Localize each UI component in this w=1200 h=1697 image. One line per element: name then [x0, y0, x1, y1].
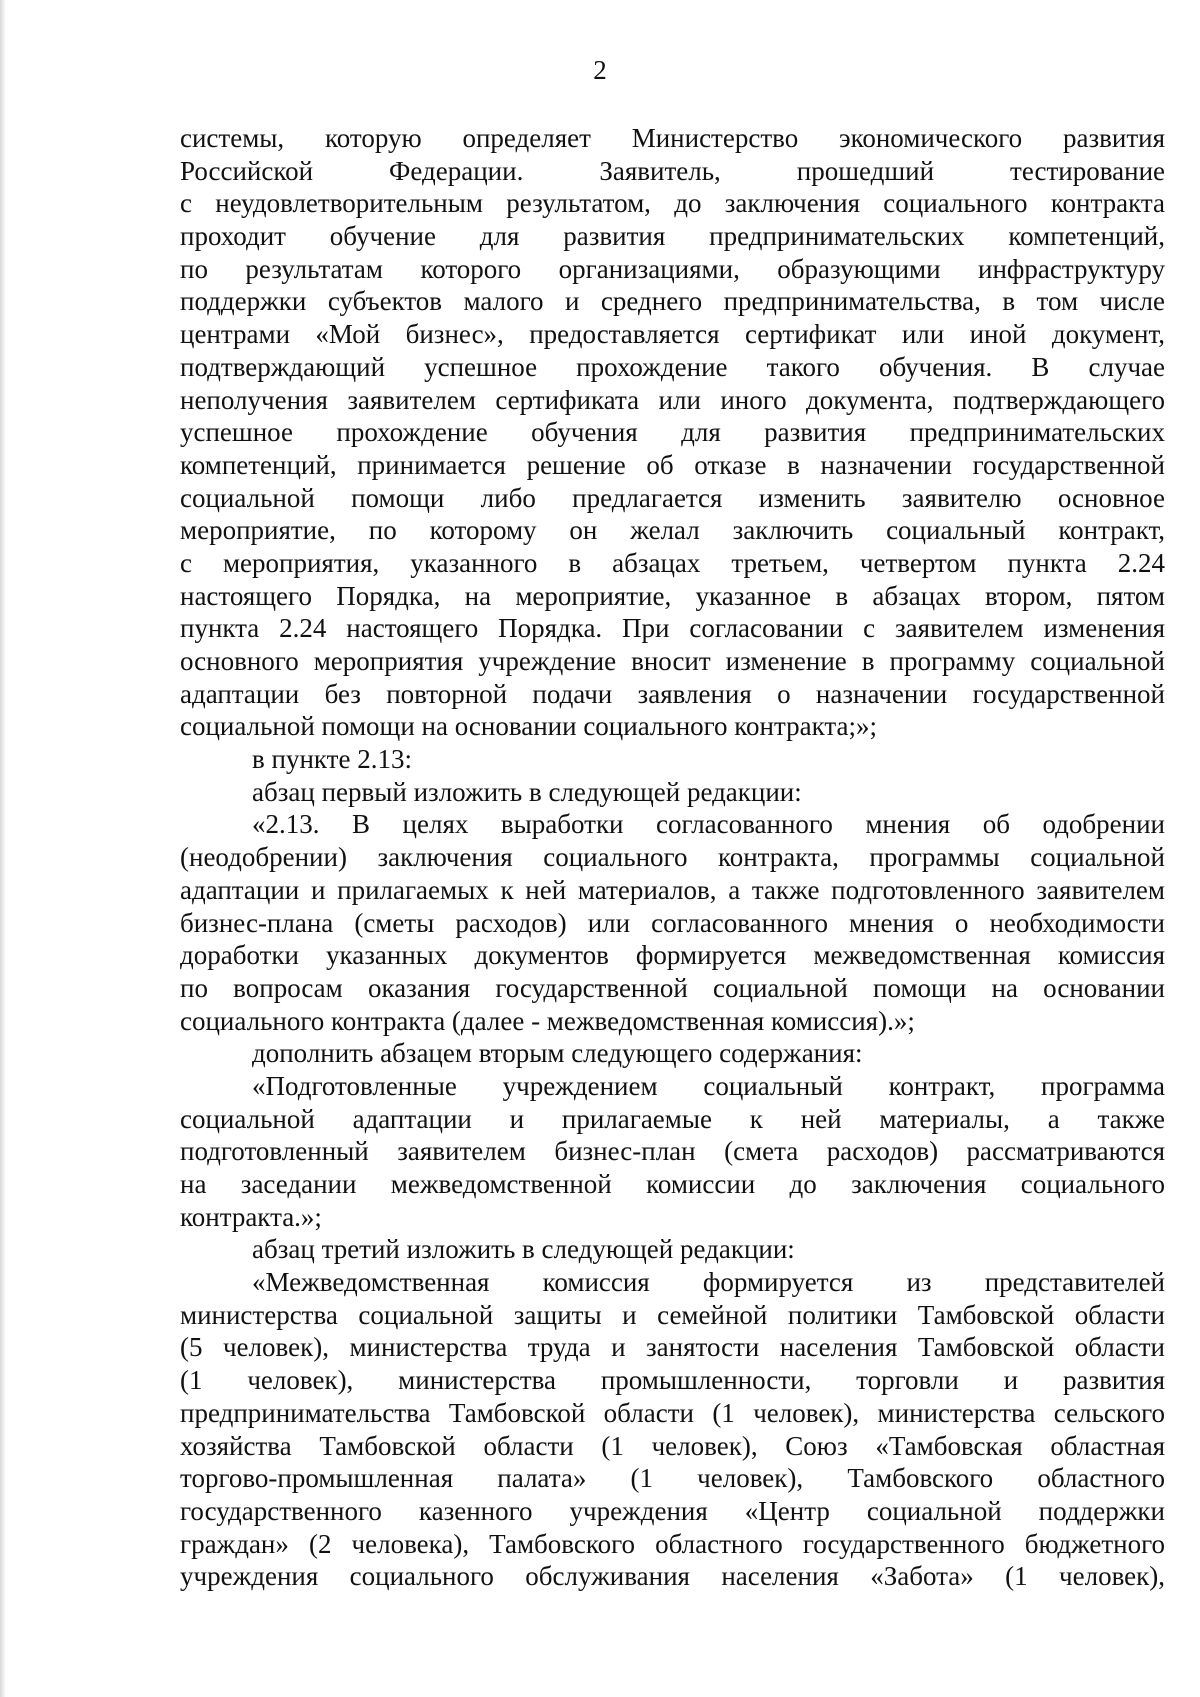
text-line: доработки указанных документов формируется межведомственная комиссия — [180, 940, 1165, 971]
text-line: контракта.»; — [180, 1201, 322, 1232]
text-line: (неодобрении) заключения социального контракта, программы социальной — [180, 842, 1165, 873]
document-body — [180, 122, 1165, 1593]
text-line: учреждения социального обслуживания населения «Забота» (1 человек), — [180, 1561, 1165, 1592]
page-number: 2 — [593, 55, 607, 85]
text-line: торгово-промышленная палата» (1 человек), Тамбовского областного — [180, 1463, 1165, 1494]
text-line: адаптации и прилагаемых к ней материалов, а также подготовленного заявителем — [180, 874, 1165, 905]
text-line: с мероприятия, указанного в абзацах третьем, четвертом пункта 2.24 — [180, 547, 1165, 578]
text-line: по вопросам оказания государственной социальной помощи на основании — [180, 972, 1165, 1003]
text-line: мероприятие, по которому он желал заключить социальный контракт, — [180, 515, 1165, 546]
text-line: центрами «Мой бизнес», предоставляется сертификат или иной документ, — [180, 319, 1165, 350]
text-line: социальной помощи либо предлагается изменить заявителю основное — [180, 482, 1165, 513]
text-line: «Межведомственная комиссия формируется из представителей — [252, 1267, 1165, 1298]
text-line: социального контракта (далее - межведомственная комиссия).»; — [180, 1005, 915, 1036]
text-line: компетенций, принимается решение об отказе в назначении государственной — [180, 449, 1165, 480]
text-line: дополнить абзацем вторым следующего содержания: — [252, 1038, 863, 1069]
text-line: успешное прохождение обучения для развития предпринимательских — [180, 417, 1165, 448]
text-line: настоящего Порядка, на мероприятие, указанное в абзацах втором, пятом — [180, 580, 1165, 611]
text-line: проходит обучение для развития предпринимательских компетенций, — [180, 221, 1165, 252]
text-line: хозяйства Тамбовской области (1 человек), Союз «Тамбовская областная — [180, 1430, 1165, 1461]
text-line: абзац третий изложить в следующей редакции: — [252, 1234, 795, 1265]
text-line: подготовленный заявителем бизнес-план (смета расходов) рассматриваются — [180, 1136, 1165, 1167]
text-line: министерства социальной защиты и семейной политики Тамбовской области — [180, 1299, 1165, 1330]
text-line: (5 человек), министерства труда и занятости населения Тамбовской области — [180, 1332, 1165, 1363]
text-line: граждан» (2 человека), Тамбовского областного государственного бюджетного — [180, 1528, 1165, 1559]
text-line: социальной помощи на основании социального контракта;»; — [180, 711, 877, 742]
scan-edge-shadow — [0, 0, 6, 1697]
text-line: предпринимательства Тамбовской области (1 человек), министерства сельского — [180, 1397, 1165, 1428]
text-line: «Подготовленные учреждением социальный контракт, программа — [252, 1070, 1165, 1101]
text-line: «2.13. В целях выработки согласованного мнения об одобрении — [252, 809, 1165, 840]
text-line: (1 человек), министерства промышленности, торговли и развития — [180, 1365, 1165, 1396]
text-line: бизнес-плана (сметы расходов) или согласованного мнения о необходимости — [180, 907, 1165, 938]
text-line: с неудовлетворительным результатом, до заключения социального контракта — [180, 188, 1165, 219]
text-line: по результатам которого организациями, образующими инфраструктуру — [180, 253, 1165, 284]
text-line: государственного казенного учреждения «Центр социальной поддержки — [180, 1495, 1165, 1526]
text-line: пункта 2.24 настоящего Порядка. При согласовании с заявителем изменения — [180, 613, 1165, 644]
text-line: подтверждающий успешное прохождение такого обучения. В случае — [180, 351, 1165, 382]
text-line: социальной адаптации и прилагаемые к ней материалы, а также — [180, 1103, 1165, 1134]
text-line: в пункте 2.13: — [252, 744, 412, 775]
text-line: системы, которую определяет Министерство экономического развития — [180, 123, 1165, 153]
text-line: абзац первый изложить в следующей редакции: — [252, 776, 802, 807]
text-line: Российской Федерации. Заявитель, прошедший тестирование — [180, 155, 1165, 186]
text-line: неполучения заявителем сертификата или иного документа, подтверждающего — [180, 384, 1165, 415]
text-line: на заседании межведомственной комиссии до заключения социального — [180, 1169, 1165, 1199]
text-line: основного мероприятия учреждение вносит изменение в программу социальной — [180, 646, 1165, 676]
text-line: поддержки субъектов малого и среднего предпринимательства, в том числе — [180, 286, 1165, 317]
text-line: адаптации без повторной подачи заявления о назначении государственной — [180, 678, 1165, 709]
